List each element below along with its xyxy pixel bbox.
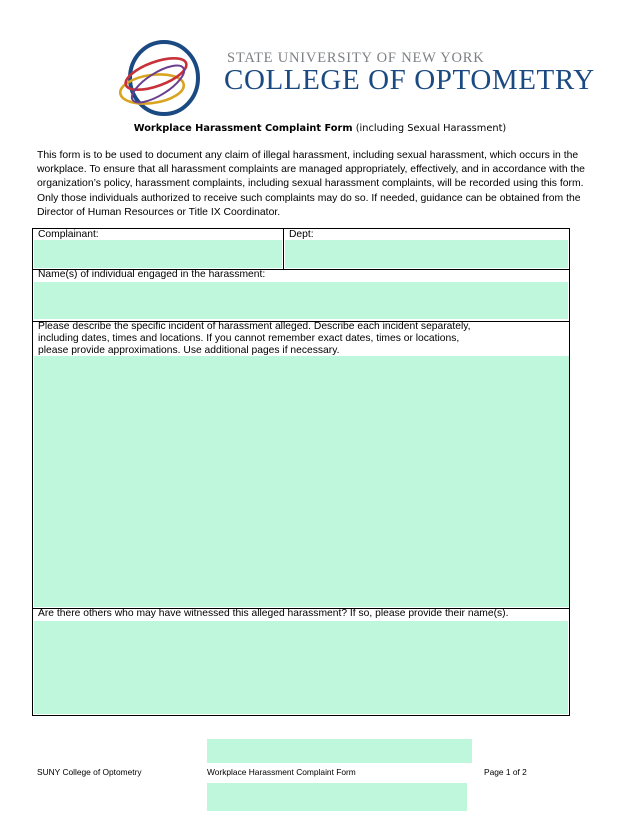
cell-divider bbox=[283, 229, 284, 270]
dept-field[interactable] bbox=[285, 240, 568, 268]
form-title-bold: Workplace Harassment Complaint Form bbox=[133, 123, 353, 134]
witness-label: Are there others who may have witnessed this alleged harassment? If so, please provide their name(s). bbox=[38, 608, 509, 619]
incident-label-line-1: Please describe the specific incident of harassment alleged. Describe each incident separately, bbox=[38, 321, 471, 332]
dept-label: Dept: bbox=[289, 229, 314, 240]
footer-institution: SUNY College of Optometry bbox=[37, 767, 142, 777]
complaint-form-table bbox=[32, 228, 570, 716]
names-label: Name(s) of individual engaged in the harassment: bbox=[38, 269, 266, 280]
form-title bbox=[0, 123, 640, 134]
footer-form-name: Workplace Harassment Complaint Form bbox=[207, 767, 356, 777]
witness-field[interactable] bbox=[34, 621, 568, 714]
form-title-subtitle: (including Sexual Harassment) bbox=[355, 123, 507, 134]
footer-page-number: Page 1 of 2 bbox=[484, 767, 527, 777]
incident-label-line-2: including dates, times and locations. If you cannot remember exact dates, times or locations, bbox=[38, 333, 460, 344]
intro-paragraph: This form is to be used to document any claim of illegal harassment, including sexual harassment, which occurs in the workplace. To ensure that all harassment complaints are managed appropriately, effectively, and in accordance with the organization’s policy, harassment complaints, including sexual harassment complaints, will be recorded using this form. Only those individuals authorized to receive such complaints may do so. If needed, guidance can be obtained from the Director of Human Resources or Title IX Coordinator. bbox=[37, 150, 585, 218]
logo-university-name: STATE UNIVERSITY OF NEW YORK bbox=[227, 50, 485, 66]
footer-upper-field[interactable] bbox=[207, 739, 472, 763]
complainant-field[interactable] bbox=[34, 240, 282, 268]
logo-college-name: COLLEGE OF OPTOMETRY bbox=[224, 64, 595, 96]
incident-description-field[interactable] bbox=[34, 356, 569, 607]
ring-logo-icon bbox=[112, 34, 222, 116]
footer-lower-field[interactable] bbox=[207, 783, 467, 811]
names-field[interactable] bbox=[34, 282, 568, 319]
complainant-label: Complainant: bbox=[38, 229, 99, 240]
college-logo bbox=[112, 34, 595, 116]
incident-label-line-3: please provide approximations. Use additional pages if necessary. bbox=[38, 345, 340, 356]
